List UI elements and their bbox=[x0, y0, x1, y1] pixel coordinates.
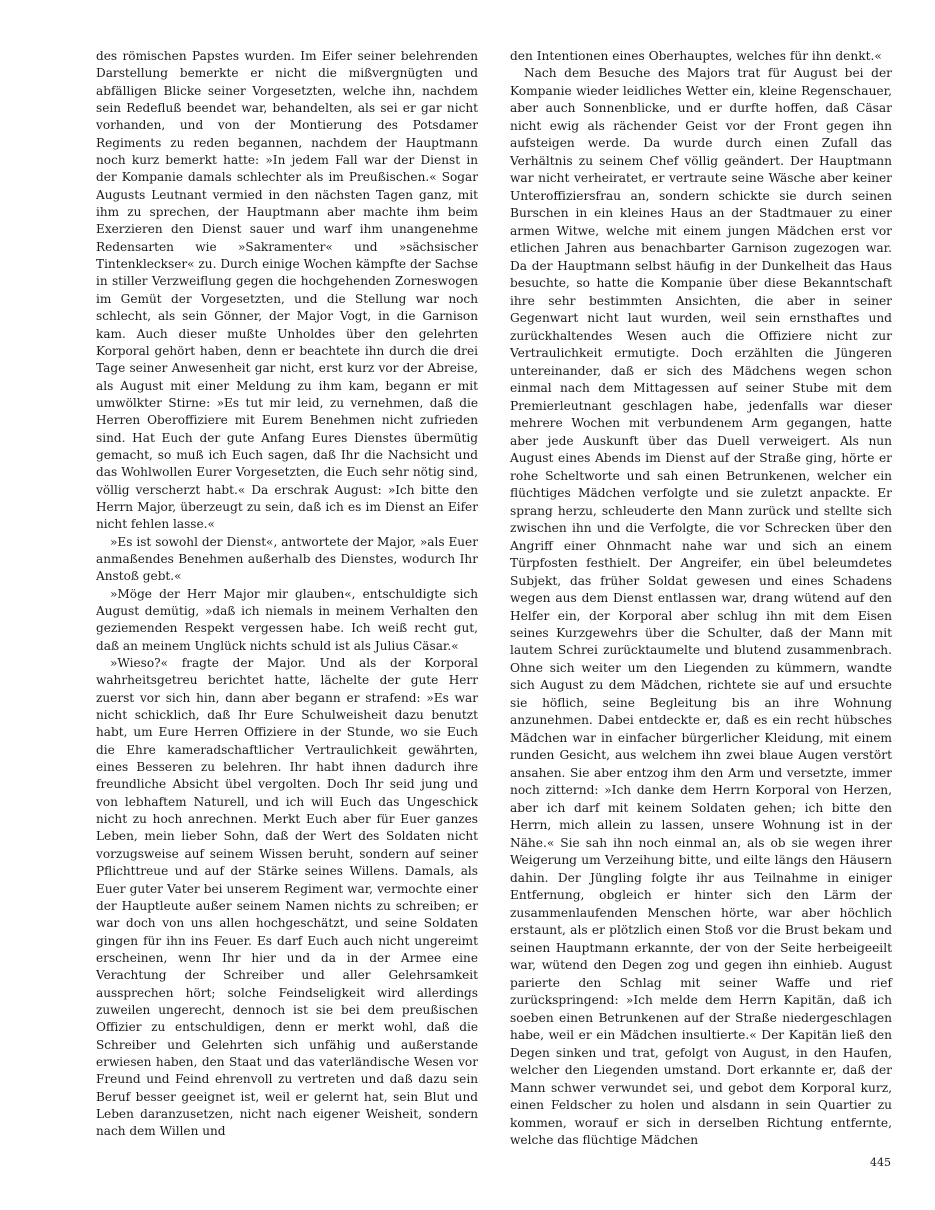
paragraph: »Es ist sowohl der Dienst«, antwortete der Major, »als Euer anmaßendes Benehmen außerhalb des Dienstes, wodurch Ihr Anstoß gebt.« bbox=[96, 534, 478, 584]
paragraph: »Wieso?« fragte der Major. Und als der Korporal wahrheitsgetreu berichtet hatte, lächelte der gute Herr zuerst vor sich hin, dann aber begann er strafend: »Es war nicht schicklich, daß Ihr Eure Schulweisheit dazu benutzt habt, um Eure Herren Offiziere in der Stunde, wo sie Euch die Ehre kameradschaftlicher Vertraulichkeit gewährten, eines Besseren zu belehren. Ihr habt ihnen dadurch ihre freundliche Absicht übel vergolten. Doch Ihr seid jung und von lebhaftem Naturell, und ich will Euch das Ungeschick nicht zu hoch anrechnen. Merkt Euch aber für Euer ganzes Leben, mein lieber Sohn, daß der Wert des Soldaten nicht vorzugsweise auf seinem Wissen beruht, sondern auf seiner Pflichttreue und auf der Stärke seines Willens. Damals, als Euer guter Vater bei unserem Regiment war, vermochte einer der Hauptleute außer seinem Namen nichts zu schreiben; er war doch von uns allen hochgeschätzt, und seine Soldaten gingen für ihn ins Feuer. Es darf Euch auch nicht ungereimt erscheinen, wenn Ihr hier und da in der Armee eine Verachtung der Schreiber und aller Gelehrsamkeit aussprechen hört; solche Feindseligkeit wird allerdings zuweilen ungerecht, dennoch ist sie bei dem preußischen Offizier zu entschuldigen, denn er merkt wohl, daß die Schreiber und Gelehrten sich unfähig und außerstande erwiesen haben, den Staat und das vaterländische Wesen vor Freund und Feind ehrenvoll zu vertreten und daß dazu sein Beruf besser geeignet ist, weil er gelernt hat, sein Blut und Leben daranzusetzen, nicht nach eigener Weisheit, sondern nach dem Willen und bbox=[96, 656, 478, 1139]
left-column bbox=[96, 48, 478, 1141]
paragraph: des römischen Papstes wurden. Im Eifer seiner belehrenden Darstellung bemerkte er nicht die mißvergnügten und abfälligen Blicke seiner Vorgesetzten, welche ihn, nachdem sein Redefluß beendet war, behandelten, als sei er gar nicht vorhanden, und von der Montierung des Potsdamer Regiments zu reden begannen, nachdem der Hauptmann noch kurz bemerkt hatte: »In jedem Fall war der Dienst in der Kompanie damals schlechter als im Preußischen.« Sogar Augusts Leutnant vermied in den nächsten Tagen ganz, mit ihm zu sprechen, der Hauptmann aber machte ihm beim Exerzieren den Dienst sauer und warf ihm unangenehme Redensarten wie »Sakramenter« und »sächsischer Tintenkleckser« zu. Durch einige Wochen kämpfte der Sachse in stiller Verzweiflung gegen die hochgehenden Zorneswogen im Gemüt der Vorgesetzten, und die Stellung war noch schlecht, als sein Gönner, der Major Vogt, in die Garnison kam. Auch dieser mußte Unholdes über den gelehrten Korporal gehört haben, denn er beachtete ihn durch die drei Tage seiner Anwesenheit gar nicht, erst kurz vor der Abreise, als August mit einer Meldung zu ihm kam, begann er mit umwölkter Stirne: »Es tut mir leid, zu vernehmen, daß die Herren Oberoffiziere mit Eurem Benehmen nicht zufrieden sind. Hat Euch der gute Anfang Eures Dienstes übermütig gemacht, so muß ich Euch sagen, daß Ihr die Nachsicht und das Wohlwollen Eurer Vorgesetzten, die Euch sehr nötig sind, völlig verscherzt habt.« Da erschrak August: »Ich bitte den Herrn Major, überzeugt zu sein, daß ich es im Dienst an Eifer nicht fehlen lasse.« bbox=[96, 49, 478, 532]
paragraph: »Möge der Herr Major mir glauben«, entschuldigte sich August demütig, »daß ich niemals in meinem Verhalten den geziemenden Respekt vergessen habe. Ich weiß recht gut, daß an meinem Unglück nichts schuld ist als Julius Cäsar.« bbox=[96, 586, 478, 653]
paragraph: den Intentionen eines Oberhauptes, welches für ihn denkt.« bbox=[510, 49, 882, 63]
paragraph: Nach dem Besuche des Majors trat für August bei der Kompanie wieder leidliches Wetter ein, kleine Regenschauer, aber auch Sonnenblicke, und er durfte hoffen, daß Cäsar nicht ewig als rächender Geist vor der Front gegen ihn aufsteigen werde. Da wurde durch einen Zufall das Verhältnis zu seinem Chef völlig geändert. Der Hauptmann war nicht verheiratet, er vertraute seine Wäsche aber keiner Unteroffiziersfrau an, sondern schickte sie durch seinen Burschen in ein kleines Haus an der Stadtmauer zu einer armen Witwe, welche mit einem jungen Mädchen erst vor etlichen Jahren aus benachbarter Garnison zugezogen war. Da der Hauptmann selbst häufig in der Dunkelheit das Haus besuchte, so hatte die Kompanie über diese Bekanntschaft ihre sehr bestimmten Ansichten, die aber in seiner Gegenwart nicht laut wurden, weil sein ernsthaftes und zurückhaltendes Wesen auch die Offiziere nicht zur Vertraulichkeit ermutigte. Doch erzählten die Jüngeren untereinander, daß er sich des Mädchens wegen schon einmal nach dem Mittagessen auf seiner Stube mit dem Premierleutnant geschlagen habe, jedenfalls war dieser mehrere Wochen mit verbundenem Arm gegangen, hatte aber jede Auskunft über das Duell verweigert. Als nun August eines Abends im Dienst auf der Straße ging, hörte er rohe Scheltworte und sah einen Betrunkenen, welcher ein flüchtiges Mädchen verfolgte und sie zuletzt anpackte. Er sprang herzu, schleuderte den Mann zurück und stellte sich zwischen ihn und die Verfolgte, die vor Schrecken über den Angriff einer Ohnmacht nahe war und sich an einem Türpfosten festhielt. Der Angreifer, ein übel beleumdetes Subjekt, das früher Soldat gewesen und eines Schadens wegen aus dem Dienst entlassen war, drang wütend auf den Helfer ein, der Korporal aber schlug ihn mit dem Eisen seines Kurzgewehrs über die Schulter, daß der Mann mit lautem Schrei zurücktaumelte und blutend zusammenbrach. Ohne sich weiter um den Liegenden zu kümmern, wandte sich August zu dem Mädchen, richtete sie auf und ersuchte sie höflich, seine Begleitung bis an ihre Wohnung anzunehmen. Dabei entdeckte er, daß es ein recht hübsches Mädchen war in einfacher bürgerlicher Kleidung, mit einem runden Gesicht, aus welchem ihn zwei blaue Augen verstört ansahen. Sie aber entzog ihm den Arm und versetzte, immer noch zitternd: »Ich danke dem Herrn Korporal von Herzen, aber ich darf mit keinem Soldaten gehen; ich bitte den Herrn, mich allein zu lassen, unsere Wohnung ist in der Nähe.« Sie sah ihn noch einmal an, als ob sie wegen ihrer Weigerung um Verzeihung bitte, und eilte längs den Häusern dahin. Der Jüngling folgte ihr aus Teilnahme in einiger Entfernung, obgleich er hinter sich den Lärm der zusammenlaufenden Menschen hörte, war aber höchlich erstaunt, als er plötzlich einen Stoß vor die Brust bekam und seinen Hauptmann erkannte, der von der Seite herbeigeeilt war, wütend den Degen zog und gegen ihn einhieb. August parierte den Schlag mit seiner Waffe und rief zurückspringend: »Ich melde dem Herrn Kapitän, daß ich soeben einen Betrunkenen auf der Straße niedergeschlagen habe, weil er ein Mädchen insultierte.« Der Kapitän ließ den Degen sinken und trat, gefolgt von August, in den Haufen, welcher den Liegenden umstand. Dort erkannte er, daß der Mann schwer verwundet sei, und gebot dem Korporal kurz, einen Feldscher zu holen und alsdann in sein Quartier zu kommen, worauf er sich in derselben Richtung entfernte, welche das flüchtige Mädchen bbox=[510, 66, 892, 1148]
page-number: 445 bbox=[870, 1156, 891, 1169]
right-column bbox=[510, 48, 892, 1150]
